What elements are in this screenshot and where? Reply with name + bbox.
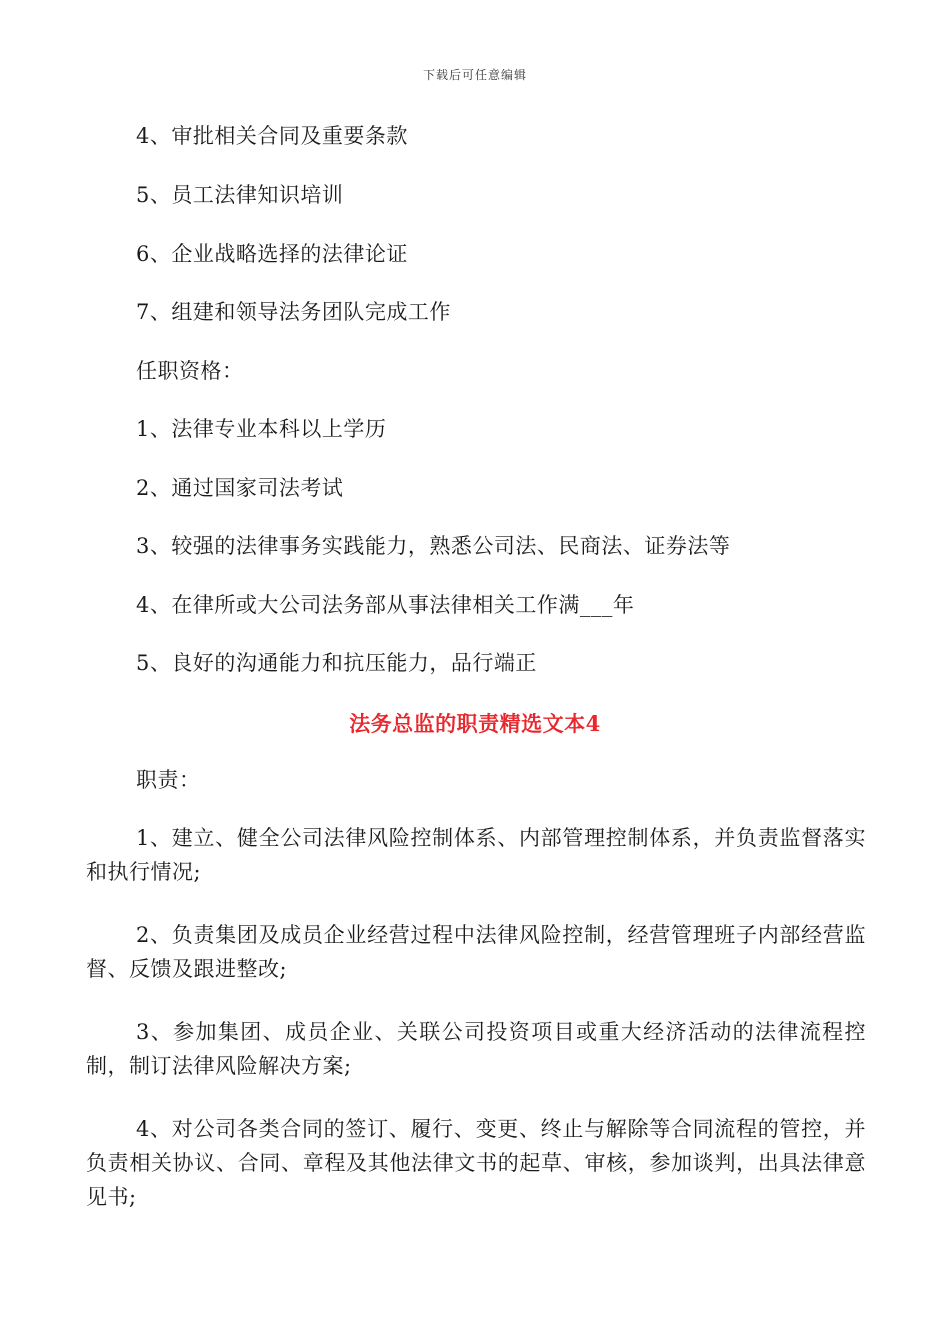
qualification-item: 3、较强的法律事务实践能力，熟悉公司法、民商法、证券法等 <box>136 534 731 558</box>
duties-title: 职责： <box>136 768 201 792</box>
section-heading: 法务总监的职责精选文本4 <box>349 711 601 736</box>
duty-paragraph: 1、建立、健全公司法律风险控制体系、内部管理控制体系，并负责监督落实和执行情况; <box>86 826 866 884</box>
duty-paragraph: 2、负责集团及成员企业经营过程中法律风险控制，经营管理班子内部经营监督、反馈及跟进整改; <box>86 923 866 981</box>
list-item: 6、企业战略选择的法律论证 <box>136 242 408 266</box>
qualification-item: 5、良好的沟通能力和抗压能力，品行端正 <box>136 651 537 675</box>
list-item: 7、组建和领导法务团队完成工作 <box>136 300 451 324</box>
duty-paragraph: 3、参加集团、成员企业、关联公司投资项目或重大经济活动的法律流程控制，制订法律风险解决方案; <box>86 1020 866 1078</box>
qualification-item: 1、法律专业本科以上学历 <box>136 417 387 441</box>
qualifications-title: 任职资格： <box>136 359 244 383</box>
duty-paragraph: 4、对公司各类合同的签订、履行、变更、终止与解除等合同流程的管控，并负责相关协议、合同、章程及其他法律文书的起草、审核，参加谈判，出具法律意见书; <box>86 1117 866 1209</box>
list-item: 5、员工法律知识培训 <box>136 183 344 207</box>
qualification-item: 4、在律所或大公司法务部从事法律相关工作满___年 <box>136 593 635 617</box>
page-header: 下载后可任意编辑 <box>422 68 527 82</box>
list-item: 4、审批相关合同及重要条款 <box>136 124 408 148</box>
qualification-item: 2、通过国家司法考试 <box>136 476 344 500</box>
